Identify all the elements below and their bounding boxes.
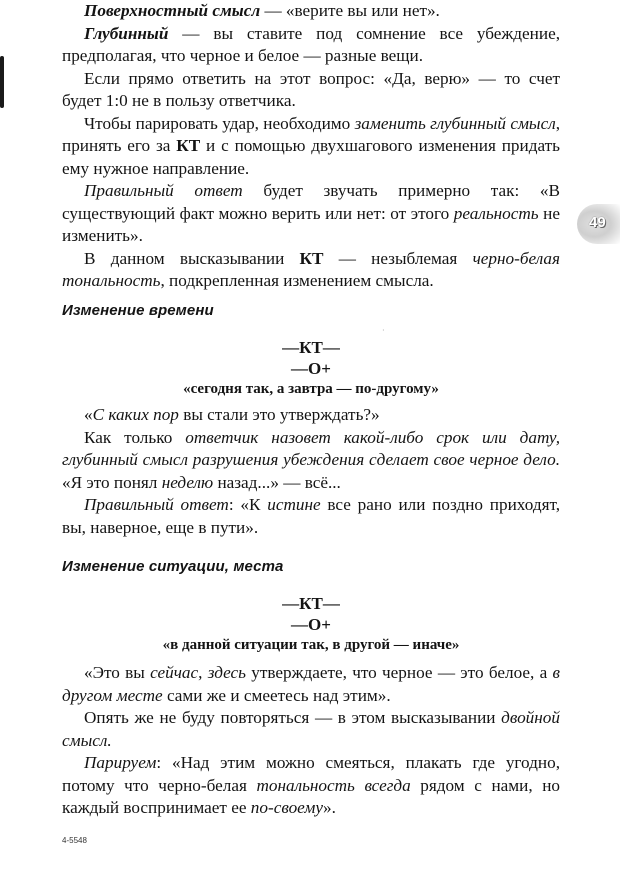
formula-line-o: —О+: [291, 615, 331, 634]
section-situation-text: [62, 662, 560, 820]
paragraph-statement: В данном высказывании КТ — незыблемая черно-белая тональность, подкрепленная изменением смысла.: [62, 248, 560, 290]
section-time-text: [62, 404, 560, 539]
paragraph-time-answer: Правильный ответ: «К истине все рано или поздно приходят, вы, наверное, еще в пути».: [62, 495, 561, 537]
paragraph-deep-meaning: Глубинный — вы ставите под сомнение все убеждение, предполагая, что черное и белое — разные вещи.: [62, 23, 560, 65]
page-number-tab: [577, 204, 620, 244]
top-text-block: [62, 0, 560, 293]
formula-caption: «сегодня так, а завтра — по-другому»: [183, 381, 439, 397]
paragraph-parry: Чтобы парировать удар, необходимо заменить глубинный смысл, принять его за КТ и с помощью двухшагового изменения придать ему нужное направление.: [62, 113, 560, 178]
paragraph-direct-answer: Если прямо ответить на этот вопрос: «Да, верю» — то счет будет 1:0 не в пользу ответчика.: [62, 68, 560, 110]
formula-situation: [62, 593, 560, 656]
paragraph-since-when: «С каких пор вы стали это утверждать?»: [84, 405, 380, 424]
paragraph-surface-meaning: Поверхностный смысл — «верите вы или нет».: [84, 1, 440, 20]
paragraph-parry-situation: Парируем: «Над этим можно смеяться, плакать где угодно, потому что черно-белая тональность всегда рядом с нами, но каждый воспринимает ее по-своему».: [62, 753, 560, 817]
paragraph-here-now: «Это вы сейчас, здесь утверждаете, что черное — это белое, а в другом месте сами же и смеетесь над этим».: [62, 663, 560, 705]
paragraph-double-meaning: Опять же не буду повторяться — в этом высказывании двойной смысл.: [62, 708, 560, 750]
section-heading-time: Изменение времени: [62, 302, 214, 319]
formula-line-o: —О+: [291, 359, 331, 378]
formula-time: [62, 337, 560, 400]
paragraph-correct-answer: Правильный ответ будет звучать примерно так: «В существующий факт можно верить или нет: от этого реальность не изменить».: [62, 181, 560, 245]
formula-caption: «в данной ситуации так, в другой — иначе»: [162, 637, 460, 653]
section-heading-situation: Изменение ситуации, места: [62, 558, 284, 575]
page-edge-mark: [0, 56, 4, 108]
formula-line-kt: —КТ—: [282, 594, 340, 613]
formula-line-kt: —КТ—: [282, 338, 340, 357]
print-speck: ·: [382, 326, 385, 335]
print-code: 4-5548: [62, 836, 87, 845]
paragraph-date-trap: Как только ответчик назовет какой-либо срок или дату, глубинный смысл разрушения убеждения сделает свое черное дело. «Я это понял неделю назад...» — всё...: [62, 427, 560, 492]
page-number: 49: [589, 214, 606, 231]
